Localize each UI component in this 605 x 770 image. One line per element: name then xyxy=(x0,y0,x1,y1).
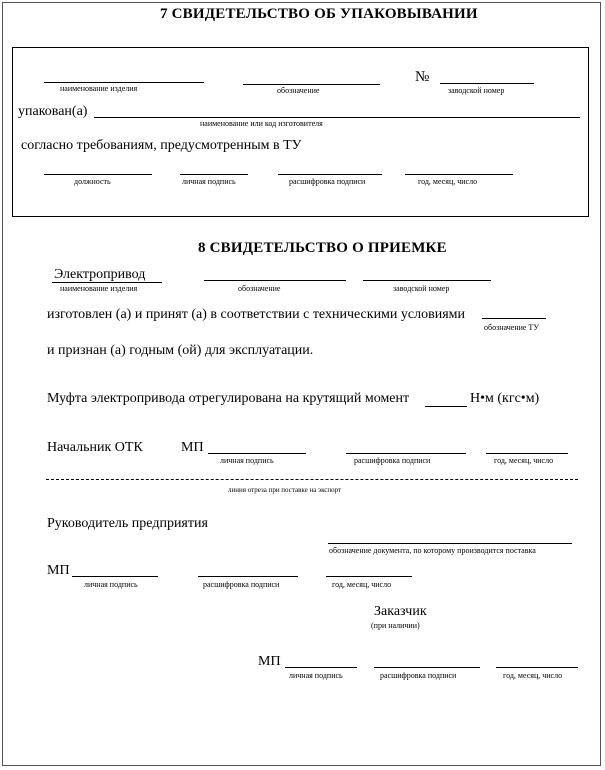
position-caption: должность xyxy=(74,177,111,186)
serial-number-line-8[interactable] xyxy=(363,280,491,281)
otk-date-line[interactable] xyxy=(486,453,568,454)
date-line[interactable] xyxy=(405,174,513,175)
mp-stamp-label-3: МП xyxy=(258,654,281,669)
packing-certificate-box xyxy=(12,47,589,217)
otk-date-caption: год, месяц, число xyxy=(494,456,554,465)
customer-date-line[interactable] xyxy=(496,667,578,668)
torque-value-line[interactable] xyxy=(425,406,467,407)
signature-line[interactable] xyxy=(180,174,248,175)
head-signature-line[interactable] xyxy=(72,576,158,577)
serial-number-caption: заводской номер xyxy=(448,86,505,95)
accepted-text: и признан (а) годным (ой) для эксплуатации. xyxy=(47,343,314,358)
customer-signature-line[interactable] xyxy=(285,667,357,668)
product-name-line-8[interactable] xyxy=(52,282,162,283)
tu-line[interactable] xyxy=(482,318,546,319)
packed-label: упакован(а) xyxy=(18,104,88,119)
serial-number-caption-8: заводской номер xyxy=(393,284,450,293)
customer-signature-decode-caption: расшифровка подписи xyxy=(380,671,457,680)
position-line[interactable] xyxy=(44,174,152,175)
otk-signature-decode-caption: расшифровка подписи xyxy=(354,456,431,465)
product-value: Электропривод xyxy=(54,267,146,282)
torque-units: Н•м (кгс•м) xyxy=(470,391,540,406)
designation-caption-8: обозначение xyxy=(238,284,281,293)
customer-signature-caption: личная подпись xyxy=(289,671,343,680)
mp-stamp-label: МП xyxy=(181,440,204,455)
otk-signature-caption: личная подпись xyxy=(220,456,274,465)
otk-signature-decode-line[interactable] xyxy=(346,453,466,454)
head-date-line[interactable] xyxy=(326,576,412,577)
customer-signature-decode-line[interactable] xyxy=(374,667,480,668)
designation-line[interactable] xyxy=(243,84,380,85)
head-date-caption: год, месяц, число xyxy=(332,580,392,589)
mp-stamp-label-2: МП xyxy=(47,563,70,578)
delivery-doc-caption: обозначение документа, по которому производится поставка xyxy=(329,546,536,555)
clutch-text: Муфта электропривода отрегулирована на крутящий момент xyxy=(47,391,410,406)
otk-signature-line[interactable] xyxy=(208,453,306,454)
product-name-caption: наименование изделия xyxy=(60,84,138,93)
customer-note: (при наличии) xyxy=(371,621,420,630)
head-signature-decode-caption: расшифровка подписи xyxy=(203,580,280,589)
customer-label: Заказчик xyxy=(374,604,427,619)
tu-caption: обозначение ТУ xyxy=(484,323,539,332)
section7-title: 7 СВИДЕТЕЛЬСТВО ОБ УПАКОВЫВАНИИ xyxy=(160,6,478,22)
delivery-doc-line[interactable] xyxy=(328,543,572,544)
customer-date-caption: год, месяц, число xyxy=(503,671,563,680)
product-name-caption-8: наименование изделия xyxy=(60,284,138,293)
serial-number-line[interactable] xyxy=(440,83,534,84)
signature-decode-caption: расшифровка подписи xyxy=(289,177,366,186)
head-signature-caption: личная подпись xyxy=(84,580,138,589)
signature-caption: личная подпись xyxy=(182,177,236,186)
section8-title: 8 СВИДЕТЕЛЬСТВО О ПРИЕМКЕ xyxy=(198,240,447,256)
signature-decode-line[interactable] xyxy=(278,174,382,175)
designation-caption: обозначение xyxy=(277,86,320,95)
manufactured-text: изготовлен (а) и принят (а) в соответствии с техническими условиями xyxy=(47,307,466,322)
date-caption: год, месяц, число xyxy=(418,177,478,186)
otk-head-label: Начальник ОТК xyxy=(47,440,143,455)
enterprise-head-label: Руководитель предприятия xyxy=(47,516,208,531)
head-signature-decode-line[interactable] xyxy=(198,576,298,577)
manufacturer-caption: наименование или код изготовителя xyxy=(200,119,323,128)
manufacturer-line[interactable] xyxy=(94,117,580,118)
designation-line-8[interactable] xyxy=(204,280,346,281)
requirements-text: согласно требованиям, предусмотренным в ТУ xyxy=(21,138,302,153)
product-name-line[interactable] xyxy=(44,82,204,83)
export-cut-line xyxy=(46,479,578,480)
number-sign: № xyxy=(415,69,430,85)
cut-line-caption: линия отреза при поставке на экспорт xyxy=(228,486,342,494)
